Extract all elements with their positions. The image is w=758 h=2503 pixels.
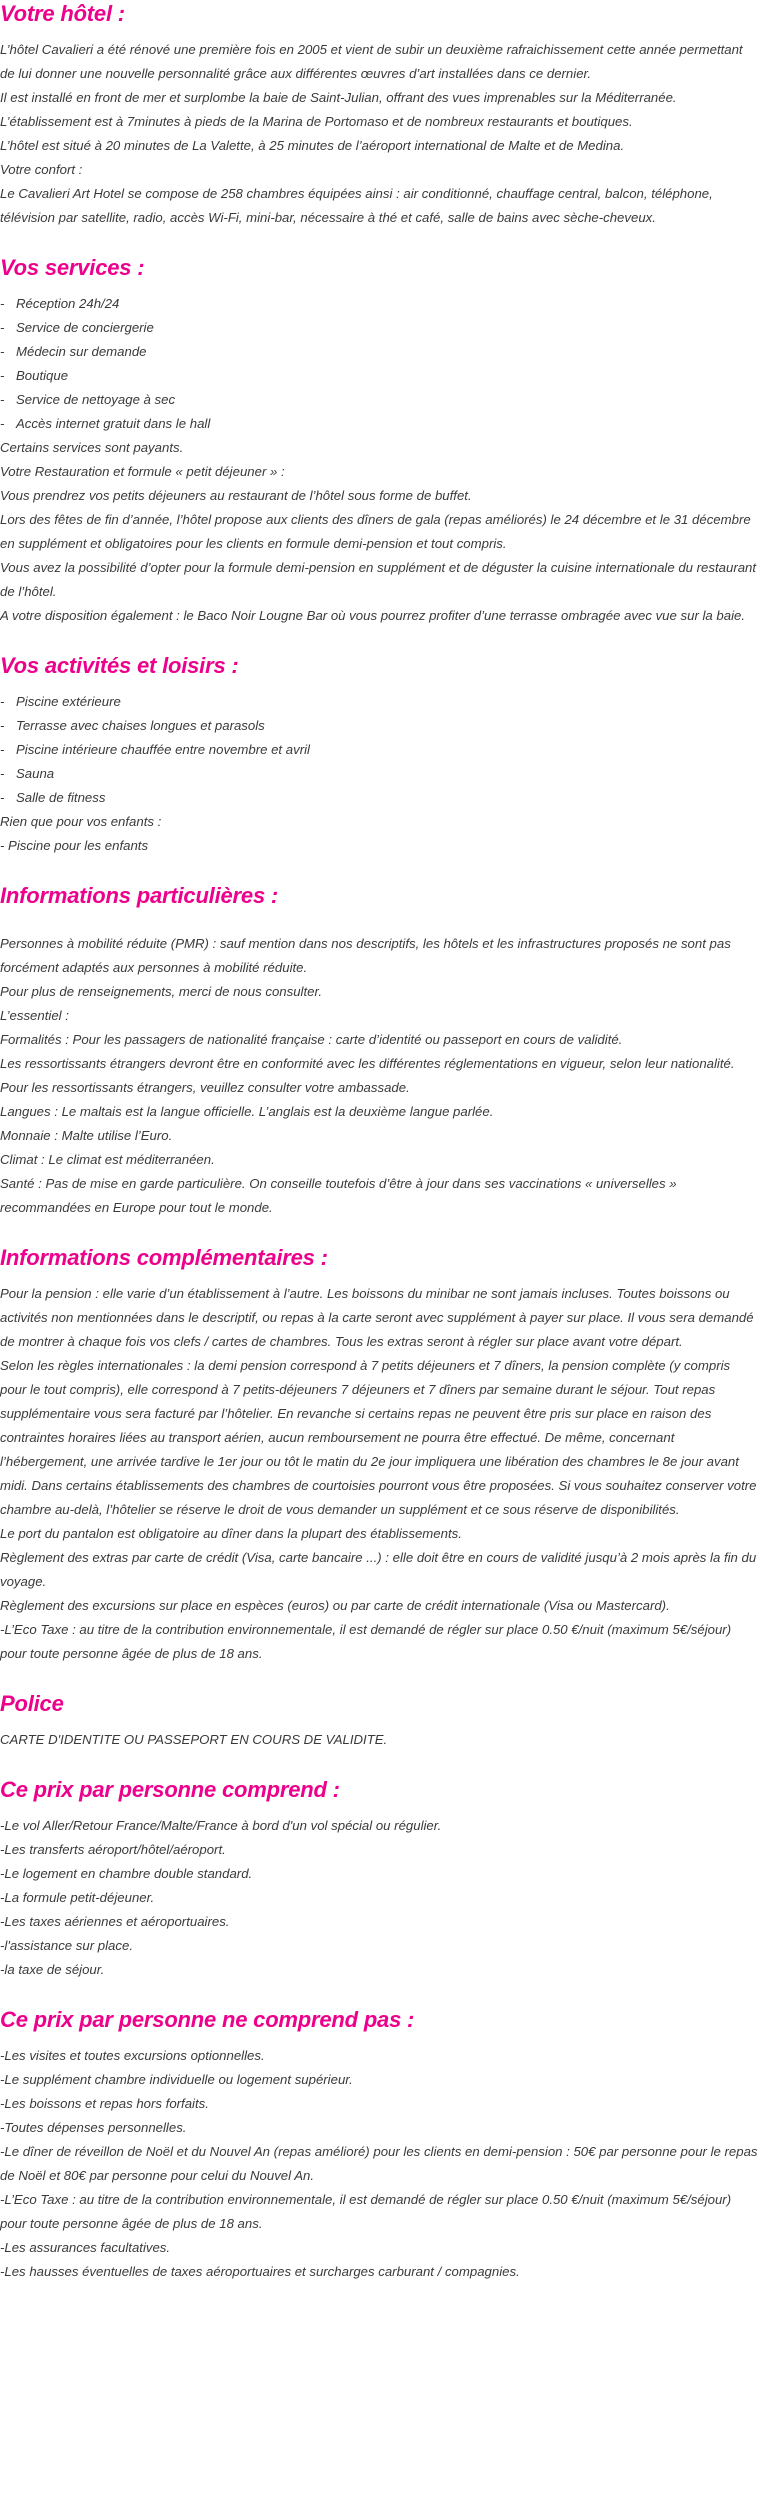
list-item xyxy=(0,762,758,786)
section-police xyxy=(0,1690,758,1752)
section-ce-prix-par-personne-ne-comprend-pas xyxy=(0,2006,758,2284)
dash-bullet-icon: - xyxy=(0,344,5,359)
bullet-list xyxy=(0,690,758,810)
dash-bullet-icon: - xyxy=(0,416,5,431)
paragraph-line: A votre disposition également : le Baco Noir Lougne Bar où vous pourrez profiter d’une terrasse ombragée avec vue sur la baie. xyxy=(0,608,746,623)
paragraph-line: Règlement des extras par carte de crédit (Visa, carte bancaire ...) : elle doit être en cours de validité jusqu’à 2 mois après la fin du voyage. xyxy=(0,1550,757,1589)
paragraph-line: -Le supplément chambre individuelle ou logement supérieur. xyxy=(0,2072,353,2087)
list-item xyxy=(0,388,758,412)
list-item-text: Médecin sur demande xyxy=(16,344,147,359)
paragraph-line: -Le vol Aller/Retour France/Malte/France à bord d'un vol spécial ou régulier. xyxy=(0,1818,442,1833)
dash-bullet-icon: - xyxy=(0,694,5,709)
paragraph-line: -l'assistance sur place. xyxy=(0,1938,133,1953)
paragraph-line: Selon les règles internationales : la demi pension correspond à 7 petits déjeuners et 7 dîners, la pension complète (y compris pour le tout compris), elle correspond à 7 petits-déjeuners 7 déjeuners et 7 dîners par semaine durant le séjour. Tout repas supplémentaire vous sera facturé par l’hôtelier. En revanche si certains repas ne peuvent être pris sur place en raison des contraintes horaires liées au transport aérien, aucun remboursement ne pourra être effectué. De même, concernant l’hébergement, une arrivée tardive le 1er jour ou tôt le matin du 2e jour impliquera une libération des chambres le 8e jour avant midi. Dans certains établissements des chambres de courtoisies pourront vous être proposées. Si vous souhaitez conserver votre chambre au-delà, l’hôtelier se réserve le droit de vous demander un supplément et ce sous réserve de disponibilités. xyxy=(0,1358,757,1517)
paragraph-line: Vous avez la possibilité d’opter pour la formule demi-pension en supplément et de déguster la cuisine internationale du restaurant de l’hôtel. xyxy=(0,560,757,599)
section-title: Vos activités et loisirs : xyxy=(0,653,239,678)
list-item-text: Réception 24h/24 xyxy=(16,296,120,311)
spacer xyxy=(0,920,758,932)
dash-bullet-icon: - xyxy=(0,718,5,733)
paragraph-line: Pour les ressortissants étrangers, veuillez consulter votre ambassade. xyxy=(0,1080,410,1095)
list-item xyxy=(0,714,758,738)
section-spacer xyxy=(0,1220,758,1244)
paragraph-line: CARTE D'IDENTITE OU PASSEPORT EN COURS DE VALIDITE. xyxy=(0,1732,388,1747)
section-votre-hotel xyxy=(0,0,758,230)
list-item xyxy=(0,412,758,436)
paragraph-line: Vous prendrez vos petits déjeuners au restaurant de l’hôtel sous forme de buffet. xyxy=(0,488,472,503)
paragraph-line: Votre Restauration et formule « petit déjeuner » : xyxy=(0,464,285,479)
list-item xyxy=(0,316,758,340)
paragraph-line: -Toutes dépenses personnelles. xyxy=(0,2120,187,2135)
section-title: Informations complémentaires : xyxy=(0,1245,328,1270)
paragraph-line: -Les taxes aériennes et aéroportuaires. xyxy=(0,1914,230,1929)
section-title: Votre hôtel : xyxy=(0,1,125,26)
dash-bullet-icon: - xyxy=(0,742,5,757)
section-title: Ce prix par personne comprend : xyxy=(0,1777,340,1802)
paragraph-line: Pour la pension : elle varie d’un établissement à l’autre. Les boissons du minibar ne sont jamais incluses. Toutes boissons ou activités non mentionnées dans le descriptif, ou repas à la carte seront avec supplément à payer sur place. Il vous sera demandé de montrer à chaque fois vos clefs / cartes de chambres. Tous les extras seront à régler sur place avant votre départ. xyxy=(0,1286,754,1349)
section-title: Police xyxy=(0,1691,64,1716)
dash-bullet-icon: - xyxy=(0,320,5,335)
section-spacer xyxy=(0,858,758,882)
list-item xyxy=(0,690,758,714)
dash-bullet-icon: - xyxy=(0,368,5,383)
section-vos-activites-et-loisirs xyxy=(0,652,758,858)
list-item-text: Accès internet gratuit dans le hall xyxy=(16,416,211,431)
paragraph-line: Il est installé en front de mer et surplombe la baie de Saint-Julian, offrant des vues imprenables sur la Méditerranée. xyxy=(0,90,677,105)
paragraph-line: L’essentiel : xyxy=(0,1008,69,1023)
list-item-text: Terrasse avec chaises longues et parasols xyxy=(16,718,265,733)
paragraph-line: -Les assurances facultatives. xyxy=(0,2240,171,2255)
paragraph-line: Le port du pantalon est obligatoire au dîner dans la plupart des établissements. xyxy=(0,1526,462,1541)
paragraph-line: Climat : Le climat est méditerranéen. xyxy=(0,1152,215,1167)
list-item-text: Service de nettoyage à sec xyxy=(16,392,176,407)
paragraph-line: Personnes à mobilité réduite (PMR) : sauf mention dans nos descriptifs, les hôtels et les infrastructures proposés ne sont pas forcément adaptés aux personnes à mobilité réduite. xyxy=(0,936,731,975)
list-item xyxy=(0,786,758,810)
paragraph-line: Certains services sont payants. xyxy=(0,440,184,455)
paragraph-line: Rien que pour vos enfants : xyxy=(0,814,162,829)
bullet-list xyxy=(0,292,758,436)
section-spacer xyxy=(0,1666,758,1690)
list-item-text: Boutique xyxy=(16,368,69,383)
section-informations-particulieres xyxy=(0,882,758,1220)
paragraph-line: -Les transferts aéroport/hôtel/aéroport. xyxy=(0,1842,226,1857)
paragraph-line: L’hôtel Cavalieri a été rénové une première fois en 2005 et vient de subir un deuxième rafraichissement cette année permettant de lui donner une nouvelle personnalité grâce aux différentes œuvres d’art installées dans ce dernier. xyxy=(0,42,743,81)
list-item xyxy=(0,364,758,388)
list-item xyxy=(0,340,758,364)
section-vos-services xyxy=(0,254,758,628)
paragraph-line: Lors des fêtes de fin d’année, l’hôtel propose aux clients des dîners de gala (repas améliorés) le 24 décembre et le 31 décembre en supplément et obligatoires pour les clients en formule demi-pension et tout compris. xyxy=(0,512,751,551)
paragraph-line: Langues : Le maltais est la langue officielle. L’anglais est la deuxième langue parlée. xyxy=(0,1104,494,1119)
paragraph-line: Votre confort : xyxy=(0,162,83,177)
paragraph-line: -L’Eco Taxe : au titre de la contribution environnementale, il est demandé de régler sur place 0.50 €/nuit (maximum 5€/séjour) pour toute personne âgée de plus de 18 ans. xyxy=(0,2192,732,2231)
list-item-text: Salle de fitness xyxy=(16,790,106,805)
list-item-text: Service de conciergerie xyxy=(16,320,154,335)
paragraph-line: Monnaie : Malte utilise l’Euro. xyxy=(0,1128,173,1143)
section-spacer xyxy=(0,230,758,254)
paragraph-line: -Les hausses éventuelles de taxes aéroportuaires et surcharges carburant / compagnies. xyxy=(0,2264,520,2279)
section-spacer xyxy=(0,1752,758,1776)
paragraph-line: -L’Eco Taxe : au titre de la contribution environnementale, il est demandé de régler sur place 0.50 €/nuit (maximum 5€/séjour) pour toute personne âgée de plus de 18 ans. xyxy=(0,1622,732,1661)
paragraph-line: Pour plus de renseignements, merci de nous consulter. xyxy=(0,984,323,999)
section-spacer xyxy=(0,628,758,652)
dash-bullet-icon: - xyxy=(0,766,5,781)
section-ce-prix-par-personne-comprend xyxy=(0,1776,758,1982)
section-title: Informations particulières : xyxy=(0,883,279,908)
dash-bullet-icon: - xyxy=(0,392,5,407)
paragraph-line: -Le logement en chambre double standard. xyxy=(0,1866,253,1881)
section-title: Vos services : xyxy=(0,255,145,280)
list-item xyxy=(0,292,758,316)
paragraph-line: -Les boissons et repas hors forfaits. xyxy=(0,2096,209,2111)
list-item-text: Piscine intérieure chauffée entre novembre et avril xyxy=(16,742,310,757)
dash-bullet-icon: - xyxy=(0,296,5,311)
paragraph-line: -la taxe de séjour. xyxy=(0,1962,105,1977)
paragraph-line: -Les visites et toutes excursions optionnelles. xyxy=(0,2048,265,2063)
section-title: Ce prix par personne ne comprend pas : xyxy=(0,2007,415,2032)
list-item-text: Piscine extérieure xyxy=(16,694,121,709)
dash-bullet-icon: - xyxy=(0,790,5,805)
paragraph-line: Le Cavalieri Art Hotel se compose de 258 chambres équipées ainsi : air conditionné, chauffage central, balcon, téléphone, télévision par satellite, radio, accès Wi-Fi, mini-bar, nécessaire à thé et café, salle de bains avec sèche-cheveux. xyxy=(0,186,713,225)
paragraph-line: Santé : Pas de mise en garde particulière. On conseille toutefois d’être à jour dans ses vaccinations « universelles » recommandées en Europe pour tout le monde. xyxy=(0,1176,677,1215)
paragraph-line: Les ressortissants étrangers devront être en conformité avec les différentes réglementations en vigueur, selon leur nationalité. xyxy=(0,1056,735,1071)
paragraph-line: L’hôtel est situé à 20 minutes de La Valette, à 25 minutes de l’aéroport international de Malte et de Medina. xyxy=(0,138,625,153)
list-item xyxy=(0,738,758,762)
section-informations-complementaires xyxy=(0,1244,758,1666)
paragraph-line: L’établissement est à 7minutes à pieds de la Marina de Portomaso et de nombreux restaurants et boutiques. xyxy=(0,114,633,129)
section-spacer xyxy=(0,1982,758,2006)
paragraph-line: Formalités : Pour les passagers de nationalité française : carte d’identité ou passeport en cours de validité. xyxy=(0,1032,623,1047)
paragraph-line: Règlement des excursions sur place en espèces (euros) ou par carte de crédit internationale (Visa ou Mastercard). xyxy=(0,1598,670,1613)
paragraph-line: - Piscine pour les enfants xyxy=(0,838,149,853)
paragraph-line: -La formule petit-déjeuner. xyxy=(0,1890,155,1905)
list-item-text: Sauna xyxy=(16,766,55,781)
paragraph-line: -Le dîner de réveillon de Noël et du Nouvel An (repas amélioré) pour les clients en demi-pension : 50€ par personne pour le repas de Noël et 80€ par personne pour celui du Nouvel An. xyxy=(0,2144,758,2183)
